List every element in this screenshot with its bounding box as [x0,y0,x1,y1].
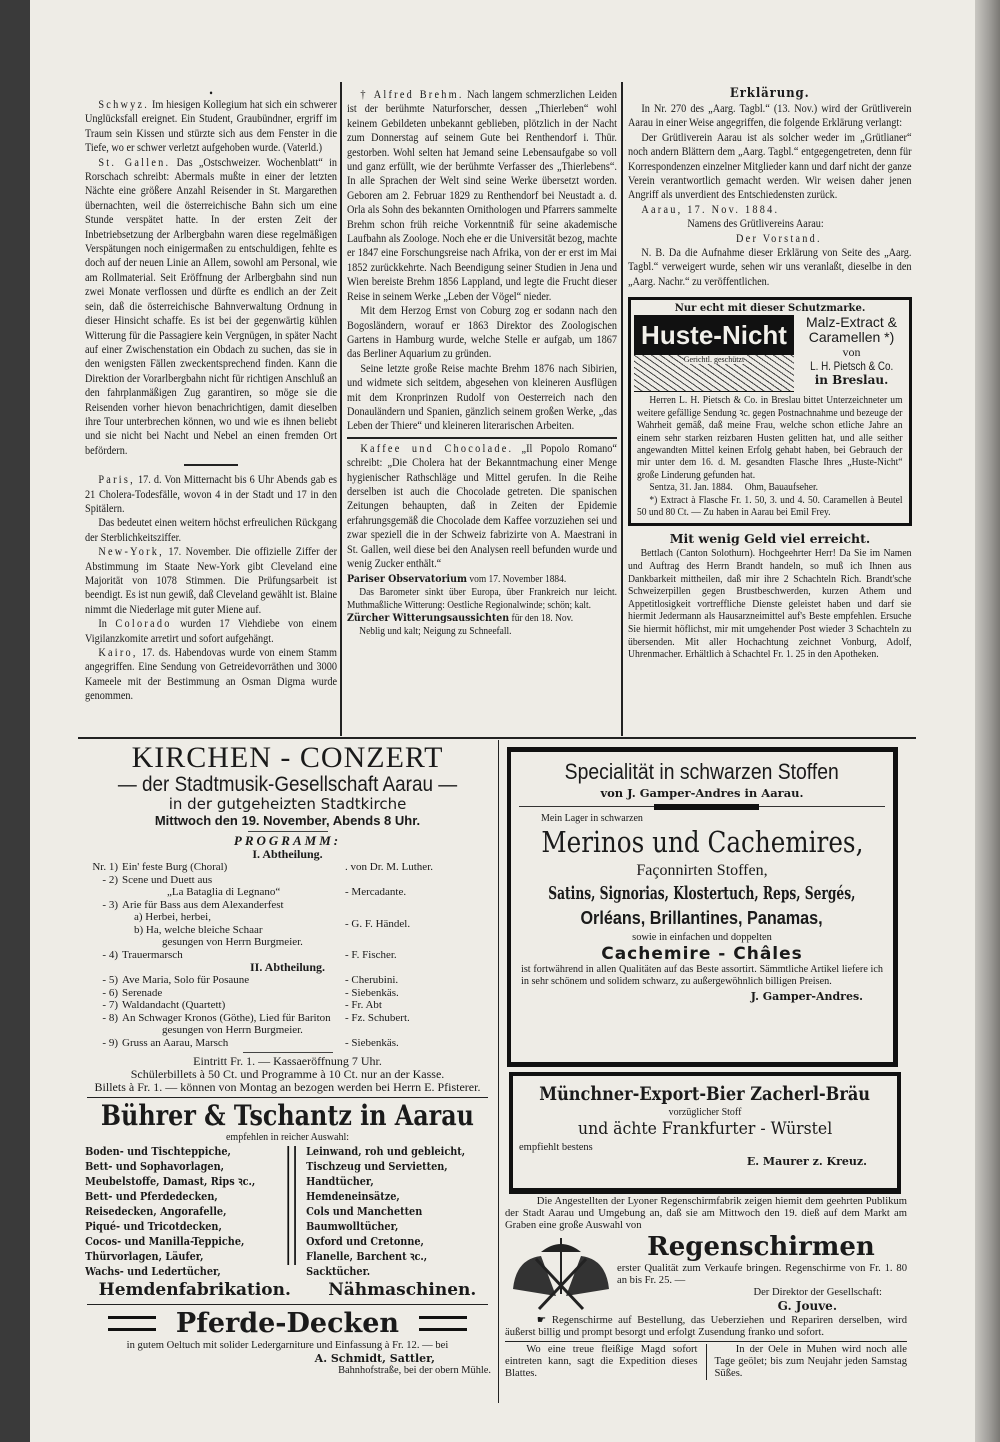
title: Ein' feste Burg (Choral) [122,861,228,873]
lead: Paris, [98,474,135,487]
title-4: gesungen von Herrn Burgmeier. [162,936,303,948]
text-line: vorzüglicher Stoff [668,1107,742,1118]
beer-line: Münchner-Export-Bier Zacherl-Bräu [539,1083,871,1105]
text-line: sowie in einfachen und doppelten [632,932,772,943]
oele-ad: In der Oele in Muhen wird noch alle Tage geölet; bis zum Neujahr jeden Samstag Süßes. [714,1344,907,1379]
number: Nr. 1) [92,861,118,873]
product: Tischzeug und Servietten, [306,1159,448,1173]
pferde-decken-ad [80,1307,495,1377]
ad-top: Nur echt mit dieser Schutzmarke. [674,303,866,315]
title: Zürcher Witterungsaussichten [347,612,510,625]
column-rule [621,82,623,736]
maurer-ad [509,1072,901,1194]
composer: - Siebenkäs. [345,1036,399,1049]
weather-paris [347,573,617,612]
part-1-heading: I. Abtheilung. [252,847,323,861]
product: Flanelle, Barchent ꝛc., [306,1249,428,1263]
text: Das Barometer sinkt über Europa, über Frankreich nur leicht. Muthmaßliche Witterung: Oestliche Regionalwinde; schön; kalt. [347,587,617,612]
dot-ornament: • [209,88,213,100]
divider [347,437,617,439]
lead: Kairo, [98,647,138,660]
signature-line: Namens des Grütlivereins Aarau: [687,218,824,231]
product-list-right [306,1144,465,1279]
city: in Breslau. [814,373,889,388]
concert-subtitle: — der Stadtmusik-Gesellschaft Aarau — [117,773,458,796]
product: Wachs- und Ledertücher, [85,1264,221,1278]
product-name: Malz-Extract & Caramellen *) [805,314,897,346]
title: Scene und Duett aus [122,873,213,886]
ad-body [631,392,909,523]
article-brehm [347,88,617,304]
product-lists [80,1144,495,1279]
product-list-left [85,1144,286,1279]
composer: - Fr. Abt [345,999,382,1011]
trademark-illustration [634,355,794,392]
text: 17. November. Die offizielle Ziffer der Abstimmung im Staate New-York gibt Cleveland eine Majorität von 1078 Stimmen. Die Prüfungsarbeit ist beendigt. Es ist nun gewiß, daß Cleveland gewählt ist. Blaine nimmt die Niederlage mit guter Miene auf. [85,546,337,616]
product: Sacktücher. [306,1264,371,1278]
erklaerung [628,86,912,289]
product: Handtücher, [306,1174,374,1188]
director-line: Der Direktor der Gesellschaft: [753,1287,882,1298]
text: Regenschirme auf Bestellung, das Ueberziehen und Repariren derselben, wird äußerst billig und prompt besorgt und erfolgt Zusendung franko und sofort. [505,1315,907,1338]
lead: St. Gallen. [98,156,171,169]
gamper-andres-ad [507,747,898,1067]
concert-title: KIRCHEN - CONZERT [131,741,444,774]
text: „Il Popolo Romano“ schreibt: „Die Cholera hat der Bekanntmachung einer Menge hygienischer Rathschläge und Mittel gerufen. In die Reihe derselben ist auch die Chocolade getreten. Die spanischen Zeitungen behaupten, daß in Zeiten der Epidemie erfahrungsgemäß die Chocolade dem Kaffee vorzuziehen sei und zwar speziell die in der Schweiz fabrizirte von A. Maestrani in St. Gallen, weil diese bei den Analysen reell befunden wurde und wenig Zucker enthält.“ [347,442,617,570]
fabric-list: Satins, Signorias, Klostertuch, Reps, Sergés, [548,883,856,904]
von: von [842,345,861,360]
program-list [80,861,495,1049]
fabric-list: Orléans, Brillantines, Panamas, [580,908,824,928]
concert-ad [80,742,495,1094]
ad-title: Pferde-Decken [175,1308,400,1339]
composer: - F. Fischer. [345,948,397,961]
buehrer-tschantz-ad [80,1100,495,1301]
admission: Eintritt Fr. 1. — Kassaeröffnung 7 Uhr. [193,1054,382,1068]
ad-header [80,1307,495,1340]
article-brehm-3: Seine letzte große Reise machte Brehm 1876 nach Sibirien, und widmete sich seitdem, abgesehen von kleineren Ausflügen mit dem Kronprinzen Rudolf von Oesterreich nach den Donauländern und Spanien, gänzlich seinem großen Werke, „das Leben der Thiere“ und kleineren literarischen Arbeiten. [347,362,617,433]
divider [243,1052,333,1053]
composer: - Siebenkäs. [345,986,399,999]
sausage-line: und ächte Frankfurter - Würstel [577,1119,833,1139]
product: Leinwand, roh und gebleicht, [306,1144,466,1158]
text-line: empfiehlt bestens [519,1142,593,1153]
paragraph: In Nr. 270 des „Aarg. Tagbl.“ (13. Nov.) wird der Grütliverein Aarau in einer Weise angegriffen, die folgende Erklärung verlangt: [628,103,912,130]
specialty: Hemdenfabrikation. [98,1280,291,1300]
bottom-right-ads [505,747,907,1380]
fabric-line: Façonnirten Stoffen, [636,862,768,879]
lead: New-York, [98,546,164,559]
composer: - Mercadante. [345,886,407,898]
specialty: Nähmaschinen. [328,1280,477,1300]
nota-bene: N. B. Da die Aufnahme dieser Erklärung von Seite des „Aarg. Tagbl.“ verweigert wurde, sehen wir uns veranlaßt, dieselbe in den „Aarg. Nachr.“ zu veröffentlichen. [628,247,912,288]
article-kaffee [347,442,617,572]
article-st-gallen [85,156,337,459]
ornament-lines [108,1316,156,1331]
part-2-heading: II. Abtheilung. [249,960,326,974]
text: Nach langem schmerzlichen Leiden ist der berühmte Naturforscher, dessen „Thierleben“ wohl keinem Gebildeten unbekannt geblieben, plötzlich in der Nacht zum Donnerstag auf seinem Gute bei Renthendorf i. Thür. gestorben. Wohl selten hat Jemand seine Lebensaufgabe so voll und ganz erfüllt, wie der berühmte Verfasser des „Thierlebens“. In alle Sprachen der Welt sind seine Werke übersetzt worden. Geboren am 2. Februar 1829 zu Renthendorf bei Neustadt a. d. Orla als Sohn des bekannten Ornithologen und Pfarrers sammelte Brehm schon früh reiche Vorkenntniß für seine akademische Laufbahn als Zoologe. Noch ehe er die Universität bezog, machte er 1847 eine Forschungsreise nach Afrika, von der er erst im Mai 1852 zurückkehrte. Nach Beendigung seiner Studien in Jena und Wien bereiste Brehm 1856 Lappland, und legte die Frucht dieser Reise in seinem Werke „Leben der Vögel“ nieder. [347,89,617,303]
column-3 [628,86,912,661]
ad-title: Mit wenig Geld viel erreicht. [669,531,871,547]
director-name: G. Jouve. [777,1299,837,1313]
ad-title: Specialität in schwarzen Stoffen [564,759,840,784]
product: Boden- und Tischteppiche, [85,1144,231,1158]
double-rule [287,1146,296,1265]
program-item [80,974,495,987]
title: Arie für Bass aus dem Alexanderfest [122,898,284,911]
brandt-ad [628,531,912,660]
column-2 [347,88,617,638]
text: Im hiesigen Kollegium hat sich ein schwerer Unglücksfall ereignet. Ein Student, Graubündner, ergriff im Traum sein Kissen und stürzte sich aus dem Fenster in die Tiefe, wo er schwer verletzt aufgehoben wurde. (Vaterld.) [85,99,337,155]
column-rule [498,740,499,1403]
title: Waldandacht (Quartett) [122,999,226,1011]
composer: - Cherubini. [345,974,399,986]
program-item [80,1037,495,1050]
mark-text: Gerichtl. geschützt [683,355,745,365]
price-note: *) Extract à Flasche Fr. 1. 50, 3. und 4. 50. Caramellen à Beutel 50 und 80 Ct. — Zu haben in Aarau bei Emil Frey. [637,494,903,518]
ad-headline: Regenschirmen [647,1232,875,1262]
ad-intro: Die Angestellten der Lyoner Regenschirmfabrik zeigen hiemit dem geehrten Publikum der Stadt Aarau und Umgebung an, daß sie am Mittwoch den 19. dieß auf dem Markt am Graben eine große Auswahl von [505,1196,907,1231]
concert-date: Mittwoch den 19. November, Abends 8 Uhr. [154,813,421,828]
product: Oxford und Cretonne, [306,1234,424,1248]
article-paris [85,473,337,516]
product: Piqué- und Tricotdecken, [85,1219,222,1233]
weather-zuerich [347,612,617,638]
product: Bett- und Sophavorlagen, [85,1159,225,1173]
number: - 7) [102,999,118,1011]
lead: Schwyz. [98,99,150,111]
specialties [80,1279,495,1301]
paragraph: Der Grütliverein Aarau ist als solcher weder im „Grütlianer“ noch andern Blättern dem „Aarg. Tagbl.“ entgegengetreten, denn für Korrespondenzen einzelner Mitglieder kann und darf nicht der ganze Verein verantwortlich gemacht werden. Wir weisen daher jenen Angriff als unverdient des Entschiedensten zurück. [628,131,912,202]
program-item [80,987,495,1000]
product: Hemdeneinsätze, [306,1189,400,1203]
article-colorado [85,617,337,646]
advance-tickets: Billets à Fr. 1. — können von Montag an bezogen werden bei Herrn E. Pfisterer. [94,1080,481,1094]
program-item [80,1012,495,1037]
date: vom 17. November 1884. [469,574,567,586]
umbrella-illustration [511,1234,611,1314]
trademark [634,315,794,392]
column-rule [340,82,342,736]
concert-place: in der gutgeheizten Stadtkirche [168,795,407,813]
product: Baumwolltücher, [306,1219,399,1233]
magd-ad: Wo eine treue fleißige Magd sofort eintreten kann, sagt die Expedition dieses Blattes. [505,1344,698,1379]
program-item [80,899,495,949]
text: wurden 17 Viehdiebe von einem Vigilanzkomite arretirt und sofort aufgehängt. [85,618,337,645]
program-item [80,999,495,1012]
text: Das „Ostschweizer. Wochenblatt“ in Rorschach schreibt: Abermals mußte in einer der letzten Nächte eine größere Anzahl Reisender in St. Margarethen übernachten, weil die österreichische Bahn sich um eine Stunde verspätet hatte. In der ersten Zeit der Inbetriebsetzung der Arlbergbahn waren diese regelmäßigen Verspätungen noch einigermaßen zu entschuldigen, fehlte es doch auf der neuen Linie an Allem, sowohl am Personal, wie am Rollmaterial. Seit Eröffnung der Arlbergbahn sind nun zwei Monate verflossen und dürfte es endlich an der Zeit sein, daß die österreichische Bahnverwaltung Ordnung in dieser Hinsicht schaffe. Es ist bei der gegenwärtig kühlen Witterung für die Passagiere kein Vergnügen, in später Nacht auf einer Zwischenstation ein Obdach zu suchen, das sie in den wenigsten Fällen zweckentsprechend finden. Kann die Direktion der Vorarlbergbahn nicht für richtigen Anschluß an den fahrplanmäßigen Zug garantiren, so möge sie die Reisenden vorher hievon benachrichtigen, damit dieselben ihre Tour unterbrechen können, wo und wie es ihnen beliebt und sie nicht bei Nacht und Nebel an einen fremden Ort befördern. [85,156,337,457]
firm: L. H. Pietsch & Co. [809,359,894,374]
title-3: b) Ha, welche bleiche Schaar [134,923,263,936]
ad-title: Bührer & Tschantz in Aarau [100,1099,475,1132]
title: Gruss an Aarau, Marsch [122,1036,229,1049]
section-rule [505,1341,907,1342]
lead: Colorado [115,618,172,631]
product: Thürvorlagen, Läufer, [85,1249,204,1263]
signature: Der Vorstand. [736,232,822,245]
brand-logo: Huste-Nicht [634,315,794,355]
title: Trauermarsch [122,948,183,961]
stock-line: Mein Lager in schwarzen [541,813,643,824]
huste-nicht-ad [628,297,912,526]
product: Bett- und Pferdedecken, [85,1189,218,1203]
divider [519,806,885,813]
article-kairo [85,646,337,704]
pre: In [98,618,107,631]
title-2: gesungen von Herrn Burgmeier. [162,1024,303,1036]
ad-text: in gutem Oeltuch mit solider Ledergarniture und Einfassung à Fr. 12. — bei [126,1340,449,1351]
ad-text-2 [505,1315,907,1339]
title-2: a) Herbei, herbei, [134,911,211,923]
title: Serenade [122,986,163,999]
section-rule [87,1097,488,1098]
section-rule [87,1304,488,1305]
signature: Sentza, 31. Jan. 1884. Ohm, Bauaufseher. [649,482,819,494]
testimonial: Herren L. H. Pietsch & Co. in Breslau bittet Unterzeichneter um weitere gefällige Sendung ꝛc. gegen Postnachnahme und bezeuge der Wahrheit gemäß, daß meine Frau, welche schon etliche Jahre an einem sehr starken reizbaren Husten gelitten hat, und alle seither angewandten Mittel keinen Erfolg gehabt haben, bei Gebrauch der mir unter dem 16. d. M. gesandten Flasche Ihres „Huste-Nicht“ große Linderung gefunden hat. [637,395,903,481]
number: - 4) [102,948,118,961]
program-item [80,861,495,874]
shawls: Cachemire - Châles [601,944,803,964]
vendor-line: von J. Gamper-Andres in Aarau. [600,786,804,800]
product: Cocos- und Manilla-Teppiche, [85,1234,245,1248]
column-1 [85,90,337,704]
programm-heading: PROGRAMM: [233,833,342,848]
vendor-address: Bahnhofstraße, bei der obern Mühle. [338,1365,491,1376]
number: - 8) [102,1011,118,1024]
lead: Kaffee und Chocolade. [360,442,514,455]
binding-edge [975,0,1000,1442]
date: für den 18. Nov. [511,613,574,625]
number: - 5) [102,974,118,986]
divider [248,831,328,832]
ad-subtitle: empfehlen in reicher Auswahl: [225,1132,349,1143]
text: Neblig und kalt; Neigung zu Schneefall. [359,626,512,638]
small-ads [505,1344,907,1380]
section-rule [78,737,916,739]
product: Reisedecken, Angorafelle, [85,1204,227,1218]
article-schwyz [85,98,337,156]
pointing-hand-icon: ☛ [536,1315,552,1326]
ad-product [797,315,906,392]
ad-body: Bettlach (Canton Solothurn). Hochgeehrter Herr! Da Sie im Namen und Auftrag des Herrn Brandt handeln, so muß ich Ihnen aus Dankbarkeit mittheilen, daß mir ihre 2 Schachteln Rich. Brandt'sche Schweizerpillen gegen Brustbeschwerden, kurzen Athem und Appetitlosigkeit vortreffliche Dienste geleistet haben und darf sie hiermit Jedermann als Hausarzneimittel auf's Beste empfehlen. Ersuche Sie hiermit höflichst, mir mit umgehender Post wieder 3 Schachteln zu übersenden. Mit aller Hochachtung zeichnet Vonburg, Adolf, Uhrenmacher. Erhältlich à Schachtel Fr. 1. 25 in den Apotheken. [628,547,912,661]
product: Meubelstoffe, Damast, Rips ꝛc., [85,1174,256,1188]
text: 17. ds. Habendovas wurde von einem Stamm angegriffen. Eine Sendung von Getreidevorräthen und 3000 Kameele mit der Bestimmung an Osman Digma wurde genommen. [85,647,337,703]
number: - 2) [102,873,118,886]
vendor-name: A. Schmidt, Sattler, [314,1352,435,1365]
divider [184,464,238,466]
article-new-york [85,545,337,617]
student-tickets: Schülerbillets à 50 Ct. und Programme à 10 Ct. nur an der Kasse. [130,1067,445,1081]
erklaerung-title: Erklärung. [729,86,810,101]
number: - 3) [102,898,118,911]
program-item [80,874,495,899]
composer: . von Dr. M. Luther. [345,861,433,873]
ad-body: ist fortwährend in allen Qualitäten auf das Beste assortirt. Sämmtliche Artikel liefere ich in sehr schönem und solidem schwarz, zu außergewöhnlich billigen Preisen. [521,964,883,987]
signature: J. Gamper-Andres. [750,990,863,1003]
signature: E. Maurer z. Kreuz. [746,1155,867,1168]
product: Cols und Manchetten [306,1204,423,1218]
lead: † Alfred Brehm. [360,89,464,101]
text: 17. d. Von Mitternacht bis 6 Uhr Abends gab es 21 Cholera-Todesfälle, wovon 4 in der Stadt und 17 in den Spitälern. [85,474,337,515]
lyoner-ad [505,1196,907,1339]
composer: - Fz. Schubert. [345,1011,410,1024]
column-rule [706,1344,707,1380]
number: - 9) [102,1036,118,1049]
title: Pariser Observatorium [347,573,468,586]
title: Ave Maria, Solo für Posaune [122,974,250,986]
title-2: „La Bataglia di Legnano“ [167,886,281,898]
ad-text: erster Qualität zum Verkaufe bringen. Regenschirme von Fr. 1. 80 an bis Fr. 25. — [617,1263,907,1286]
ad-header [631,315,909,392]
number: - 6) [102,986,118,999]
bottom-left-ads [80,742,495,1377]
ornament-lines [419,1316,467,1331]
date-line: Aarau, 17. Nov. 1884. [641,203,780,216]
title: An Schwager Kronos (Göthe), Lied für Bariton [122,1011,331,1024]
headline: Merinos und Cachemires, [540,825,863,859]
composer: - G. F. Händel. [345,917,411,930]
article-paris-2: Das bedeutet einen weitern höchst erfreulichen Rückgang der Sterblichkeitsziffer. [85,517,337,544]
article-brehm-2: Mit dem Herzog Ernst von Coburg zog er sodann nach den Bogosländern, worauf er 1863 Direktor des Zoologischen Gartens in Hamburg wurde, welche Stelle er aufgab, um 1867 das Berliner Aquarium zu gründen. [347,305,617,361]
